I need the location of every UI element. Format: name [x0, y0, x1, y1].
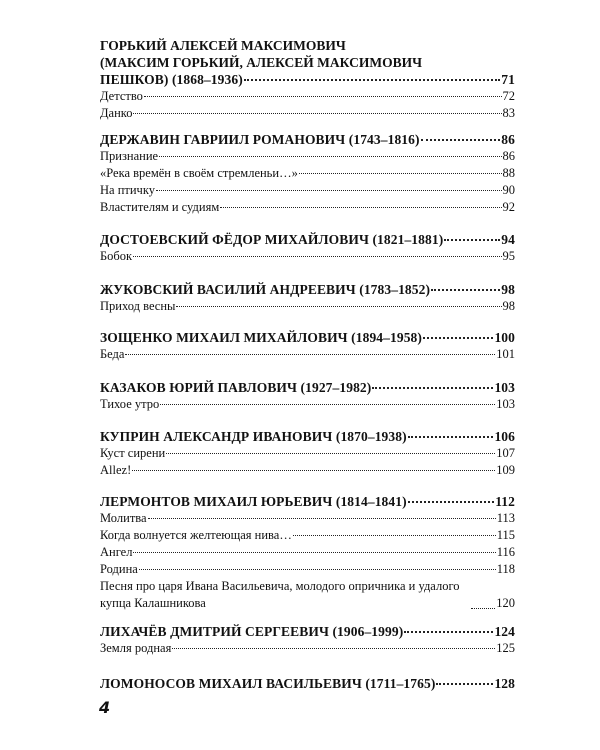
dot-leader — [408, 436, 494, 438]
toc-entry[interactable] — [100, 561, 515, 578]
toc-entry[interactable] — [100, 396, 515, 413]
dot-leader — [220, 207, 501, 208]
dot-leader — [139, 569, 496, 570]
dot-leader — [423, 337, 493, 339]
dot-leader — [299, 173, 502, 174]
toc-entry[interactable] — [100, 248, 515, 265]
dot-leader — [431, 289, 500, 291]
dot-leader — [156, 190, 502, 191]
toc-entry[interactable] — [100, 510, 515, 527]
author-heading[interactable] — [100, 623, 515, 640]
author-heading[interactable] — [100, 493, 515, 510]
author-heading[interactable] — [100, 71, 515, 88]
toc-entry[interactable] — [100, 578, 515, 612]
toc-section — [100, 37, 515, 122]
toc-entry[interactable] — [100, 148, 515, 165]
author-name: ПЕШКОВ) (1868–1936) — [100, 72, 243, 87]
dot-leader — [436, 683, 493, 685]
author-heading[interactable] — [100, 231, 515, 248]
toc-entry[interactable] — [100, 88, 515, 105]
toc-section — [100, 379, 515, 413]
author-heading[interactable] — [100, 329, 515, 346]
entry-title: Молитва — [100, 511, 147, 525]
entry-title: Приход весны — [100, 299, 176, 313]
toc-section — [100, 623, 515, 657]
dot-leader — [144, 96, 502, 97]
entry-page-number: 118 — [496, 562, 515, 576]
entry-title: На птичку — [100, 183, 155, 197]
entry-page-number: 86 — [502, 149, 515, 163]
dot-leader — [133, 113, 501, 114]
author-page-number: 103 — [494, 380, 515, 395]
entry-page-number: 113 — [496, 511, 515, 525]
toc-entry[interactable] — [100, 462, 515, 479]
author-page-number: 71 — [501, 72, 515, 87]
entry-title: Куст сирени — [100, 446, 166, 460]
author-name: ДОСТОЕВСКИЙ ФЁДОР МИХАЙЛОВИЧ (1821–1881) — [100, 232, 444, 247]
entry-title: Allez! — [100, 463, 132, 477]
toc-entry[interactable] — [100, 640, 515, 657]
toc-section — [100, 281, 515, 315]
entry-title: Песня про царя Ивана Васильевича, молодого опричника и удалого купца Калашникова — [100, 579, 460, 610]
author-page-number: 124 — [494, 624, 515, 639]
toc-section — [100, 493, 515, 612]
dot-leader — [172, 648, 495, 649]
entry-title: Ангел — [100, 545, 133, 559]
dot-leader — [471, 608, 495, 609]
entry-title: Беда — [100, 347, 125, 361]
dot-leader — [372, 387, 493, 389]
entry-page-number: 95 — [502, 249, 515, 263]
entry-title: Когда волнуется желтеющая нива… — [100, 528, 292, 542]
entry-page-number: 109 — [496, 463, 515, 477]
toc-entry[interactable] — [100, 445, 515, 462]
toc-section — [100, 329, 515, 363]
author-heading[interactable] — [100, 675, 515, 692]
author-name: ЛЕРМОНТОВ МИХАИЛ ЮРЬЕВИЧ (1814–1841) — [100, 494, 407, 509]
author-page-number: 86 — [501, 132, 515, 147]
author-page-number: 112 — [495, 494, 515, 509]
entry-page-number: 116 — [496, 545, 515, 559]
entry-title: Тихое утро — [100, 397, 160, 411]
dot-leader — [159, 156, 501, 157]
author-heading[interactable] — [100, 428, 515, 445]
entry-page-number: 125 — [496, 641, 515, 655]
author-name: ЖУКОВСКИЙ ВАСИЛИЙ АНДРЕЕВИЧ (1783–1852) — [100, 282, 431, 297]
entry-title: Земля родная — [100, 641, 172, 655]
toc-entry[interactable] — [100, 165, 515, 182]
entry-page-number: 101 — [496, 347, 515, 361]
entry-title: «Река времён в своём стремленьи…» — [100, 166, 298, 180]
dot-leader — [133, 552, 495, 553]
author-page-number: 106 — [494, 429, 515, 444]
entry-page-number: 88 — [502, 166, 515, 180]
entry-title: Данко — [100, 106, 133, 120]
author-heading[interactable] — [100, 281, 515, 298]
entry-page-number: 92 — [502, 200, 515, 214]
dot-leader — [408, 501, 495, 503]
author-heading-line: ГОРЬКИЙ АЛЕКСЕЙ МАКСИМОВИЧ — [100, 38, 346, 53]
entry-page-number: 72 — [502, 89, 515, 103]
author-heading-line: (МАКСИМ ГОРЬКИЙ, АЛЕКСЕЙ МАКСИМОВИЧ — [100, 55, 423, 70]
toc-entry[interactable] — [100, 199, 515, 216]
dot-leader — [244, 79, 500, 81]
author-heading[interactable] — [100, 379, 515, 396]
dot-leader — [293, 535, 496, 536]
author-heading[interactable] — [100, 131, 515, 148]
toc-section — [100, 675, 515, 692]
author-name: ЛИХАЧЁВ ДМИТРИЙ СЕРГЕЕВИЧ (1906–1999) — [100, 624, 404, 639]
dot-leader — [176, 306, 501, 307]
dot-leader — [125, 354, 495, 355]
entry-page-number: 90 — [502, 183, 515, 197]
dot-leader — [421, 139, 501, 141]
dot-leader — [444, 239, 500, 241]
toc-entry[interactable] — [100, 527, 515, 544]
entry-page-number: 103 — [496, 397, 515, 411]
author-page-number: 98 — [501, 282, 515, 297]
entry-title: Бобок — [100, 249, 133, 263]
dot-leader — [166, 453, 495, 454]
author-name: КАЗАКОВ ЮРИЙ ПАВЛОВИЧ (1927–1982) — [100, 380, 372, 395]
entry-page-number: 115 — [496, 528, 515, 542]
toc-entry[interactable] — [100, 105, 515, 122]
author-name: ЗОЩЕНКО МИХАИЛ МИХАЙЛОВИЧ (1894–1958) — [100, 330, 422, 345]
author-page-number: 128 — [494, 676, 515, 691]
entry-title: Детство — [100, 89, 143, 103]
dot-leader — [133, 256, 501, 257]
toc-entry[interactable] — [100, 544, 515, 561]
entry-title: Властителям и судиям — [100, 200, 220, 214]
toc-entry[interactable] — [100, 298, 515, 315]
toc-section — [100, 428, 515, 479]
entry-page-number: 120 — [496, 596, 515, 610]
entry-page-number: 83 — [502, 106, 515, 120]
toc-section — [100, 231, 515, 265]
author-name: ДЕРЖАВИН ГАВРИИЛ РОМАНОВИЧ (1743–1816) — [100, 132, 420, 147]
entry-title: Родина — [100, 562, 138, 576]
page-number: 4 — [99, 698, 111, 717]
author-page-number: 100 — [494, 330, 515, 345]
entry-page-number: 107 — [496, 446, 515, 460]
dot-leader — [404, 631, 493, 633]
dot-leader — [160, 404, 495, 405]
author-page-number: 94 — [501, 232, 515, 247]
author-name: ЛОМОНОСОВ МИХАИЛ ВАСИЛЬЕВИЧ (1711–1765) — [100, 676, 436, 691]
toc-section — [100, 131, 515, 216]
dot-leader — [132, 470, 495, 471]
toc-entry[interactable] — [100, 346, 515, 363]
entry-page-number: 98 — [502, 299, 515, 313]
author-name: КУПРИН АЛЕКСАНДР ИВАНОВИЧ (1870–1938) — [100, 429, 407, 444]
toc-entry[interactable] — [100, 182, 515, 199]
entry-title: Признание — [100, 149, 159, 163]
dot-leader — [148, 518, 496, 519]
